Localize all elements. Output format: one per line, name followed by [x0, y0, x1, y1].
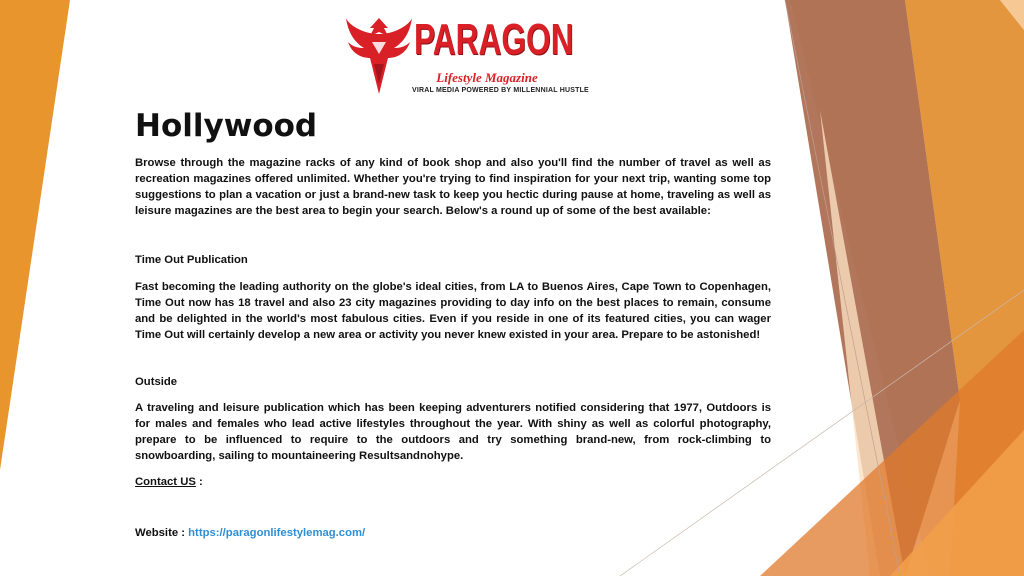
contact-us-link[interactable]: Contact US [135, 476, 196, 488]
page-title: Hollywood [135, 108, 318, 144]
contact-suffix: : [195, 476, 203, 488]
section-heading-time-out: Time Out Publication [135, 254, 248, 266]
logo-wordmark: PARAGON [414, 15, 574, 64]
contact-line [135, 474, 771, 490]
left-accent-band [0, 0, 70, 470]
section-heading-outside: Outside [135, 376, 178, 388]
article-content [135, 106, 771, 541]
section-body-time-out: Fast becoming the leading authority on the globe's ideal cities, from LA to Buenos Aires, Cape Town to Copenhagen, Time Out now has 18 travel and also 23 city magazines providing to day info on the best places to remain, consume and be delighted in the world's most fabulous cities. Even if you reside in one of its featured cities, you can wager Time Out will certainly develop a new area or activity you never knew existed in your area. Prepare to be astonished! [135, 281, 771, 341]
website-link[interactable]: https://paragonlifestylemag.com/ [188, 527, 366, 539]
logo-tagline: VIRAL MEDIA POWERED BY MILLENNIAL HUSTLE [412, 87, 589, 94]
paragon-logo [344, 14, 589, 98]
website-line [135, 525, 771, 541]
phoenix-icon [344, 14, 414, 98]
website-label: Website : [135, 527, 189, 539]
logo-subtitle: Lifestyle Magazine [436, 70, 538, 85]
section-body-outside: A traveling and leisure publication which has been keeping adventurers notified considering that 1977, Outdoors is for males and females who lead active lifestyles throughout the year. With shiny as well as colorful photography, prepare to be influenced to require to the outdoors and try something brand-new, from rock-climbing to snowboarding, sailing to mountaineering Resultsandnohype. [135, 402, 771, 462]
intro-paragraph: Browse through the magazine racks of any kind of book shop and also you'll find the number of travel as well as recreation magazines offered unlimited. Whether you're trying to find inspiration for your next trip, wanting some top suggestions to plan a vacation or just a brand-new task to keep you hectic during pause at home, traveling as well as leisure magazines are the best area to begin your search. Below's a round up of some of the best available: [135, 157, 771, 217]
